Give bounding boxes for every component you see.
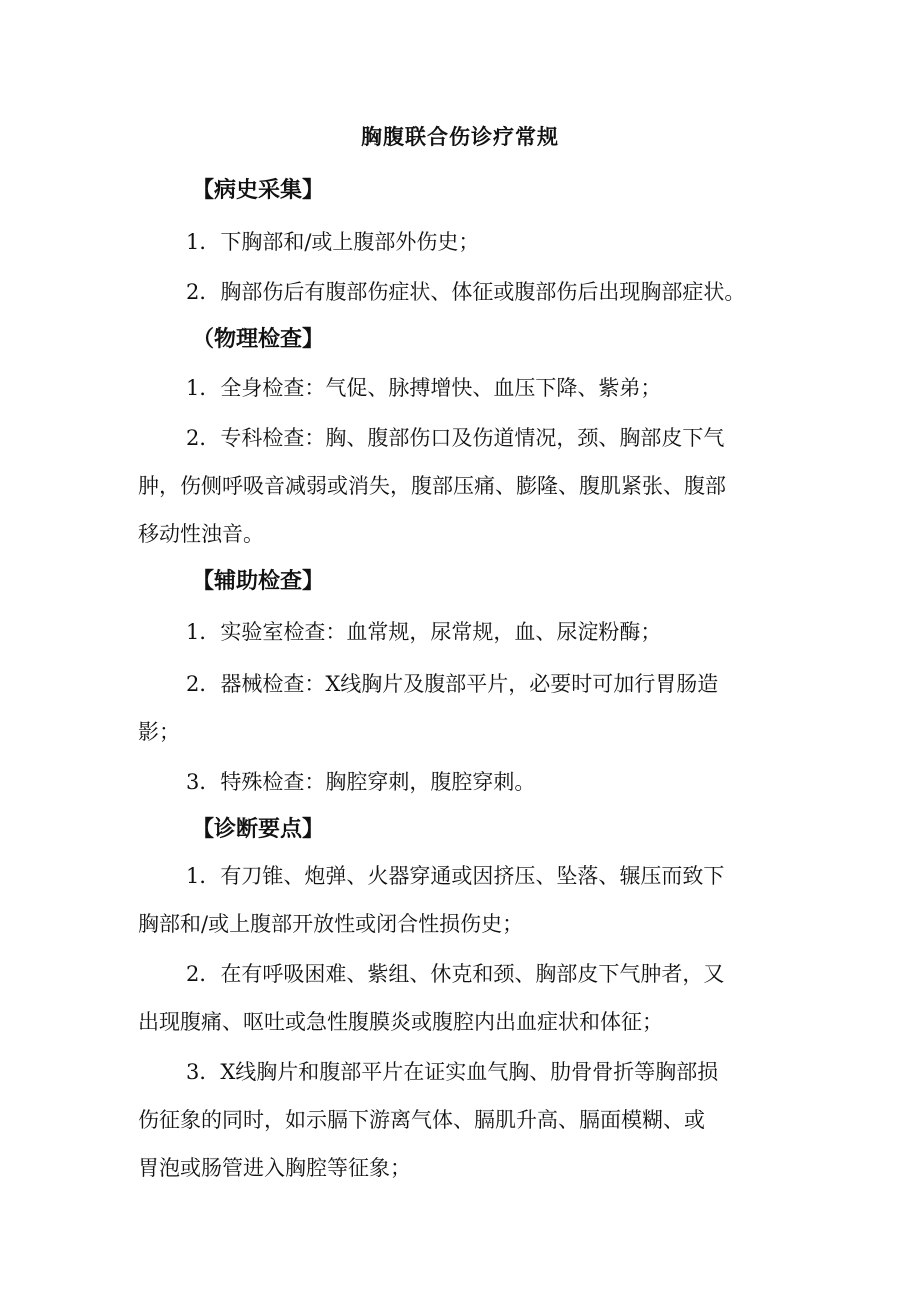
history-item-2 [138,268,788,316]
physical-item-2 [138,414,788,558]
section-heading-history: 【病史采集】 [192,178,325,203]
section-heading-auxiliary-exam: 【辅助检查】 [192,569,325,594]
auxiliary-item-3 [138,758,788,806]
diagnosis-item-2-line-1: 2．在有呼吸困难、紫组、休克和颈、胸部皮下气肿者，又 [186,962,725,986]
history-item-2-line-1: 2．胸部伤后有腹部伤症状、体征或腹部伤后出现胸部症状。 [186,280,746,304]
diagnosis-item-3-line-3: 胃泡或肠管进入胸腔等征象； [138,1156,411,1180]
physical-item-2-line-1: 2．专科检查：胸、腹部伤口及伤道情况，颈、胸部皮下气 [186,426,725,450]
diagnosis-item-1-line-1: 1．有刀锥、炮弹、火器穿通或因挤压、坠落、辗压而致下 [186,864,725,888]
diagnosis-item-3-line-2: 伤征象的同时，如示膈下游离气体、膈肌升高、膈面模糊、或 [138,1108,705,1132]
document-title: 胸腹联合伤诊疗常规 [361,125,559,149]
physical-item-2-line-2: 肿，伤侧呼吸音减弱或消失，腹部压痛、膨隆、腹肌紧张、腹部 [138,474,726,498]
auxiliary-item-2-line-2: 影； [138,720,180,744]
physical-item-1 [138,364,788,412]
physical-item-2-line-3: 移动性浊音。 [138,522,264,546]
diagnosis-item-3-line-1: 3．X线胸片和腹部平片在证实血气胸、肋骨骨折等胸部损 [186,1060,719,1084]
diagnosis-item-1 [138,852,788,948]
auxiliary-item-2 [138,660,788,756]
diagnosis-item-2-line-2: 出现腹痛、呕吐或急性腹膜炎或腹腔内出血症状和体征； [138,1010,663,1034]
history-item-1-line-1: 1．下胸部和/或上腹部外伤史； [186,230,480,254]
history-item-1 [138,218,788,266]
diagnosis-item-2 [138,950,788,1046]
diagnosis-item-3 [138,1048,788,1192]
diagnosis-item-1-line-2: 胸部和/或上腹部开放性或闭合性损伤史； [138,912,524,936]
section-heading-physical-exam: （物理检查】 [192,327,325,352]
physical-item-1-line-1: 1．全身检查：气促、脉搏增快、血压下降、紫弟； [186,376,662,400]
auxiliary-item-1-line-1: 1．实验室检查：血常规，尿常规，血、尿淀粉酶； [186,620,662,644]
auxiliary-item-2-line-1: 2．器械检查：X线胸片及腹部平片，必要时可加行胃肠造 [186,672,719,696]
section-heading-diagnosis: 【诊断要点】 [192,817,325,842]
auxiliary-item-3-line-1: 3．特殊检查：胸腔穿刺，腹腔穿刺。 [186,770,536,794]
auxiliary-item-1 [138,608,788,656]
